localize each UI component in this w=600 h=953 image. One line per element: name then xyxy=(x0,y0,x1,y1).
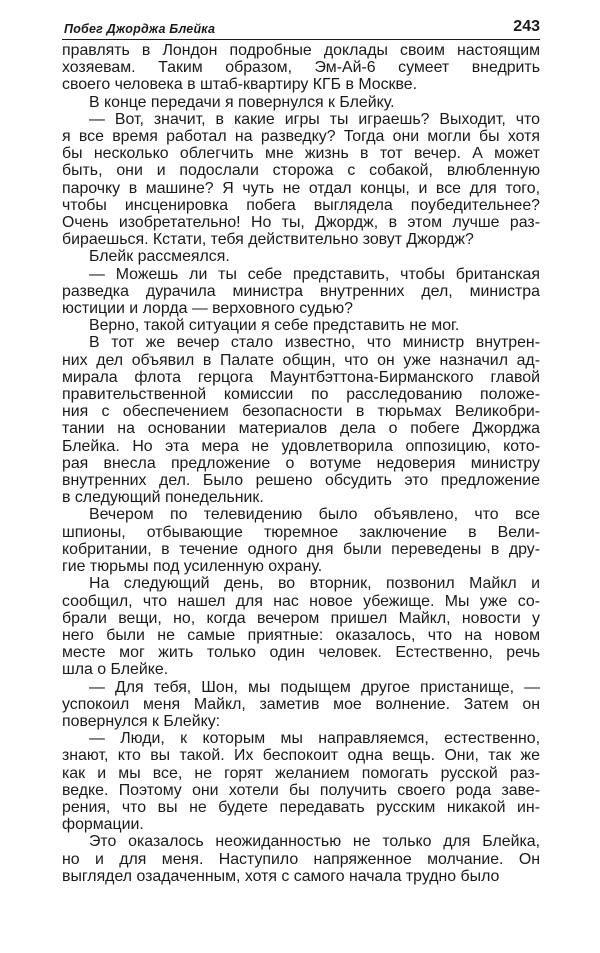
text-line: чтобы инсценировка побега выглядела поубедительнее? xyxy=(62,196,540,214)
text-line: рая внесла предложение о вотуме недоверия министру xyxy=(62,454,540,472)
text-line: В тот же вечер стало известно, что министр внутрен- xyxy=(89,334,540,352)
paragraph xyxy=(62,94,540,111)
paragraph xyxy=(62,248,540,265)
paragraph xyxy=(62,575,540,678)
paragraph xyxy=(62,334,540,506)
text-line: него были не самые приятные: оказалось, что на новом xyxy=(62,626,540,644)
text-line: — Вот, значит, в какие игры ты играешь? Выходит, что xyxy=(89,110,540,128)
text-line: Это оказалось неожиданностью не только для Блейка, xyxy=(89,833,540,851)
paragraph xyxy=(62,506,540,575)
paragraph xyxy=(62,317,540,334)
text-line: сообщил, что нашел для нас новое убежище. Мы уже со- xyxy=(62,592,540,610)
text-line: своего человека в штаб-квартиру КГБ в Москве. xyxy=(62,76,417,94)
text-line: Блейк рассмеялся. xyxy=(89,248,230,266)
text-line: Верно, такой ситуации я себе представить не мог. xyxy=(89,317,460,335)
text-line: — Люди, к которым мы направляемся, естественно, xyxy=(89,730,540,748)
text-line: шпионы, отбывающие тюремное заключение в Вели- xyxy=(62,523,540,541)
text-line: знают, кто вы такой. Их беспокоит одна вещь. Они, так же xyxy=(62,747,540,765)
running-head xyxy=(62,18,540,38)
text-line: месте мог жить только один человек. Естественно, речь xyxy=(62,644,540,662)
header-rule xyxy=(62,39,540,40)
text-line: юстиции и лорда — верховного судью? xyxy=(62,300,353,318)
text-line: шла о Блейке. xyxy=(62,661,169,679)
text-line: разведка дурачила министра внутренних дел, министра xyxy=(62,282,540,300)
text-line: На следующий день, во вторник, позвонил Майкл и xyxy=(89,575,540,593)
paragraph xyxy=(62,266,540,318)
text-line: Блейка. Но эта мера не удовлетворила оппозицию, кото- xyxy=(62,437,540,455)
text-line: но и для меня. Наступило напряженное молчание. Он xyxy=(62,850,540,868)
text-line: рения, что вы не будете передавать русским никакой ин- xyxy=(62,798,540,816)
text-line: бы несколько облегчить мне жизнь в тот вечер. А может xyxy=(62,145,540,163)
paragraph xyxy=(62,42,540,94)
text-line: них дел объявил в Палате общин, что он уже назначил ад- xyxy=(62,351,540,369)
text-line: — Для тебя, Шон, мы подыщем другое пристанище, — xyxy=(89,678,540,696)
text-line: Вечером по телевидению было объявлено, что все xyxy=(89,506,540,524)
text-line: я все время работал на разведку? Тогда они могли бы хотя xyxy=(62,128,540,146)
body-text xyxy=(62,42,540,885)
text-line: ведке. Поэтому они хотели бы получить своего рода заве- xyxy=(62,781,540,799)
text-line: формации. xyxy=(62,816,144,834)
text-line: — Можешь ли ты себе представить, чтобы британская xyxy=(89,265,540,283)
text-line: хозяевам. Таким образом, Эм-Ай-6 сумеет внедрить xyxy=(62,59,540,77)
text-line: Очень изобретательно! Но ты, Джордж, в этом лучше раз- xyxy=(62,214,540,232)
text-line: как и мы все, не горят желанием помогать русской раз- xyxy=(62,764,540,782)
text-line: брали вещи, но, когда вечером пришел Майкл, новости у xyxy=(62,609,540,627)
text-line: ния с обеспечением безопасности в тюрьмах Великобри- xyxy=(62,403,540,421)
running-title: Побег Джорджа Блейка xyxy=(64,22,216,36)
text-line: внутренних дел. Было решено обсудить это предложение xyxy=(62,472,540,490)
text-line: В конце передачи я повернулся к Блейку. xyxy=(89,93,395,111)
text-line: повернулся к Блейку: xyxy=(62,712,221,730)
text-line: правительственной комиссии по расследованию положе- xyxy=(62,386,540,404)
text-line: быть, они и подослали сторожа с собакой, влюбленную xyxy=(62,162,540,180)
text-line: бираешься. Кстати, тебя действительно зовут Джордж? xyxy=(62,231,474,249)
text-line: мирала флота герцога Маунтбэттона-Бирманского главой xyxy=(62,368,540,386)
text-line: выглядел озадаченным, хотя с самого начала трудно было xyxy=(62,867,500,885)
text-line: тании на основании материалов дела о побеге Джорджа xyxy=(62,420,540,438)
paragraph xyxy=(62,833,540,885)
text-line: кобритании, в течение одного дня были переведены в дру- xyxy=(62,540,540,558)
paragraph xyxy=(62,679,540,731)
text-line: в следующий понедельник. xyxy=(62,489,264,507)
text-line: гие тюрьмы под усиленную охрану. xyxy=(62,558,323,576)
paragraph xyxy=(62,730,540,833)
text-line: успокоил меня Майкл, заметив мое волнение. Затем он xyxy=(62,695,540,713)
text-line: парочку в машине? Я чуть не отдал концы, и все для того, xyxy=(62,179,540,197)
text-line: правлять в Лондон подробные доклады своим настоящим xyxy=(62,42,540,59)
paragraph xyxy=(62,111,540,249)
page-number: 243 xyxy=(513,18,540,35)
